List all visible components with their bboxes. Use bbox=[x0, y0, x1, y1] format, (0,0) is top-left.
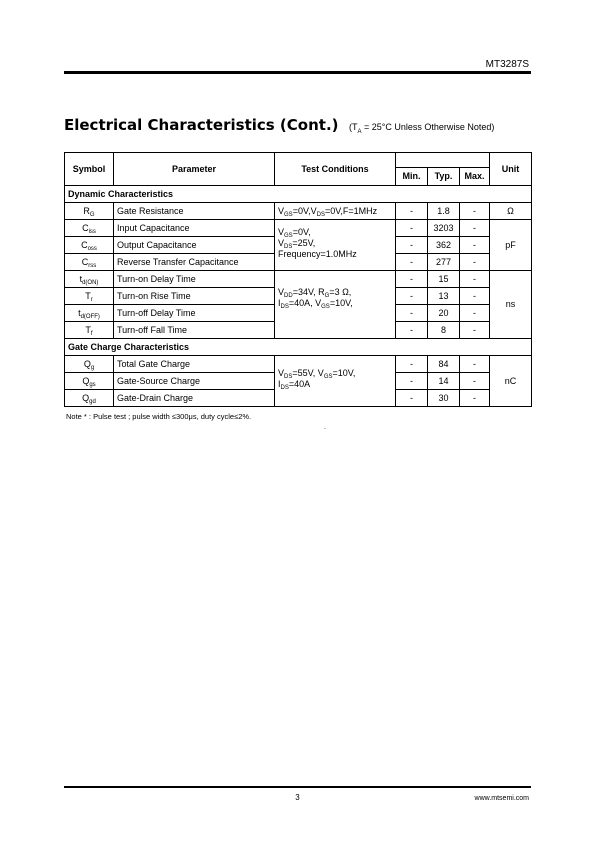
conditions-cell: $V_{DS}=55V$, $V_{GS}=10V$, $I_{DS}=40A$ bbox=[275, 356, 396, 407]
col-conditions: Test Conditions bbox=[275, 153, 396, 186]
table-footnote: Note * : Pulse test ; pulse width ≤300μs, duty cycle≤2%. bbox=[66, 412, 252, 421]
typ-cell: 15 bbox=[428, 271, 460, 288]
parameter-cell: Output Capacitance bbox=[114, 237, 275, 254]
section-row-gate-charge bbox=[65, 339, 532, 356]
symbol-cell: $t_{d(OFF)}$ bbox=[65, 305, 114, 322]
typ-cell: 14 bbox=[428, 373, 460, 390]
max-cell: - bbox=[460, 288, 490, 305]
col-max: Max. bbox=[460, 168, 490, 186]
parameter-cell: Reverse Transfer Capacitance bbox=[114, 254, 275, 271]
max-cell: - bbox=[460, 271, 490, 288]
symbol-cell: $C_{oss}$ bbox=[65, 237, 114, 254]
min-cell: - bbox=[396, 373, 428, 390]
conditions-cell: $V_{GS}=0V,V_{DS}=0V,F=1MHz$ bbox=[275, 203, 396, 220]
symbol-cell: $Q_{gd}$ bbox=[65, 390, 114, 407]
min-cell: - bbox=[396, 220, 428, 237]
min-cell: - bbox=[396, 203, 428, 220]
parameter-cell: Gate-Source Charge bbox=[114, 373, 275, 390]
col-symbol: Symbol bbox=[65, 153, 114, 186]
typ-cell: 3203 bbox=[428, 220, 460, 237]
symbol-cell: $Q_{gs}$ bbox=[65, 373, 114, 390]
min-cell: - bbox=[396, 390, 428, 407]
col-typ: Typ. bbox=[428, 168, 460, 186]
section-title-dynamic: Dynamic Characteristics bbox=[65, 186, 532, 203]
section-title-gate-charge: Gate Charge Characteristics bbox=[65, 339, 532, 356]
heading-title: Electrical Characteristics (Cont.) bbox=[64, 116, 339, 134]
max-cell: - bbox=[460, 356, 490, 373]
col-min: Min. bbox=[396, 168, 428, 186]
min-cell: - bbox=[396, 322, 428, 339]
part-number: MT3287S bbox=[485, 59, 529, 70]
symbol-cell: $R_G$ bbox=[65, 203, 114, 220]
table-header-row bbox=[65, 153, 532, 168]
stray-mark: . bbox=[324, 424, 326, 431]
unit-cell: Ω bbox=[490, 203, 532, 220]
min-cell: - bbox=[396, 356, 428, 373]
footer-rule bbox=[64, 786, 531, 788]
typ-cell: 362 bbox=[428, 237, 460, 254]
electrical-characteristics-table bbox=[64, 152, 532, 407]
parameter-cell: Gate Resistance bbox=[114, 203, 275, 220]
max-cell: - bbox=[460, 390, 490, 407]
typ-cell: 84 bbox=[428, 356, 460, 373]
heading-conditions: ($T_A = 25^\circ C$ Unless Otherwise Noted) bbox=[348, 122, 495, 135]
parameter-cell: Turn-off Fall Time bbox=[114, 322, 275, 339]
typ-cell: 13 bbox=[428, 288, 460, 305]
unit-cell: ns bbox=[490, 271, 532, 339]
max-cell: - bbox=[460, 305, 490, 322]
table-row bbox=[65, 220, 532, 237]
parameter-cell: Turn-off Delay Time bbox=[114, 305, 275, 322]
symbol-cell: $Q_g$ bbox=[65, 356, 114, 373]
parameter-cell: Input Capacitance bbox=[114, 220, 275, 237]
conditions-cell: $V_{GS}=0V$, $V_{DS}=25V$, Frequency=1.0MHz bbox=[275, 220, 396, 271]
section-row-dynamic bbox=[65, 186, 532, 203]
parameter-cell: Gate-Drain Charge bbox=[114, 390, 275, 407]
table-row bbox=[65, 356, 532, 373]
max-cell: - bbox=[460, 373, 490, 390]
max-cell: - bbox=[460, 203, 490, 220]
min-cell: - bbox=[396, 237, 428, 254]
typ-cell: 30 bbox=[428, 390, 460, 407]
max-cell: - bbox=[460, 220, 490, 237]
col-values-group bbox=[396, 153, 490, 168]
symbol-cell: $t_{d(ON)}$ bbox=[65, 271, 114, 288]
parameter-cell: Total Gate Charge bbox=[114, 356, 275, 373]
parameter-cell: Turn-on Rise Time bbox=[114, 288, 275, 305]
min-cell: - bbox=[396, 254, 428, 271]
parameter-cell: Turn-on Delay Time bbox=[114, 271, 275, 288]
min-cell: - bbox=[396, 288, 428, 305]
max-cell: - bbox=[460, 237, 490, 254]
max-cell: - bbox=[460, 254, 490, 271]
col-parameter: Parameter bbox=[114, 153, 275, 186]
min-cell: - bbox=[396, 305, 428, 322]
symbol-cell: $T_r$ bbox=[65, 288, 114, 305]
typ-cell: 20 bbox=[428, 305, 460, 322]
typ-cell: 8 bbox=[428, 322, 460, 339]
typ-cell: 277 bbox=[428, 254, 460, 271]
max-cell: - bbox=[460, 322, 490, 339]
website-link[interactable]: www.mtsemi.com bbox=[474, 795, 529, 802]
page-number: 3 bbox=[295, 793, 300, 802]
conditions-cell: $V_{DD}=34V$, $R_G=3$ Ω, $I_{DS}=40A$, $V_{GS}=10V$, bbox=[275, 271, 396, 339]
section-heading bbox=[64, 116, 494, 135]
table-row bbox=[65, 271, 532, 288]
unit-cell: nC bbox=[490, 356, 532, 407]
min-cell: - bbox=[396, 271, 428, 288]
typ-cell: 1.8 bbox=[428, 203, 460, 220]
symbol-cell: $C_{rss}$ bbox=[65, 254, 114, 271]
table-row bbox=[65, 203, 532, 220]
unit-cell: pF bbox=[490, 220, 532, 271]
symbol-cell: $T_f$ bbox=[65, 322, 114, 339]
header-rule bbox=[64, 71, 531, 74]
col-unit: Unit bbox=[490, 153, 532, 186]
symbol-cell: $C_{iss}$ bbox=[65, 220, 114, 237]
